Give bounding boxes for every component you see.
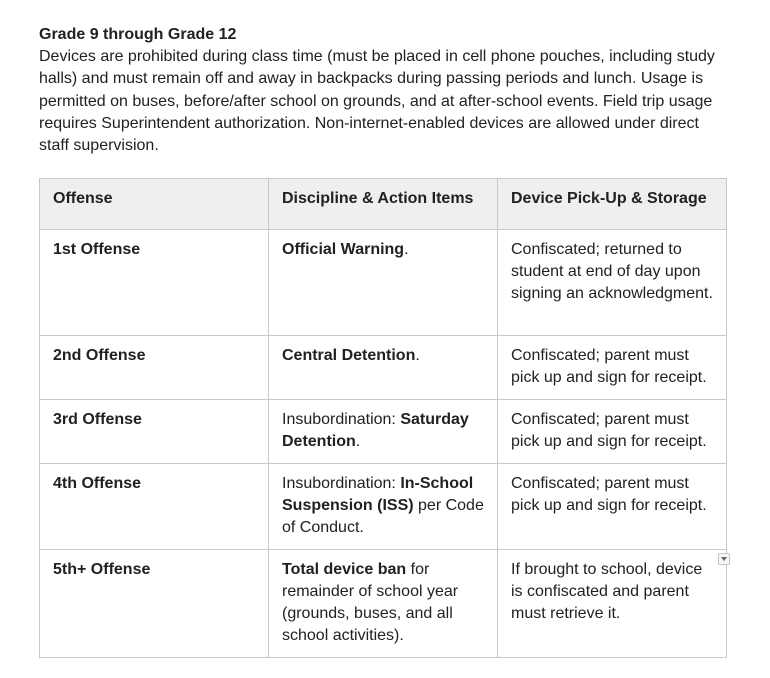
storage-cell: Confiscated; returned to student at end of day upon signing an acknowledgment. <box>498 230 727 336</box>
discipline-suffix: per Code of Conduct. <box>282 497 484 536</box>
table-row <box>40 550 727 658</box>
storage-cell <box>498 550 727 658</box>
dropdown-arrow-icon[interactable] <box>718 553 730 565</box>
discipline-suffix: . <box>404 241 409 258</box>
offense-cell: 1st Offense <box>40 230 269 336</box>
discipline-emphasis: Total device ban <box>282 561 407 578</box>
table-row <box>40 400 727 464</box>
discipline-suffix: for remainder of school year (grounds, buses, and all school activities). <box>282 561 459 644</box>
table-row <box>40 230 727 336</box>
storage-cell: Confiscated; parent must pick up and sign for receipt. <box>498 400 727 464</box>
offense-cell: 4th Offense <box>40 464 269 550</box>
discipline-suffix: . <box>415 347 420 364</box>
discipline-cell <box>269 400 498 464</box>
header-discipline: Discipline & Action Items <box>269 179 498 230</box>
discipline-prefix: Insubordination: <box>282 475 401 492</box>
storage-cell: Confiscated; parent must pick up and sign for receipt. <box>498 336 727 400</box>
document-page <box>39 24 729 644</box>
discipline-prefix: Insubordination: <box>282 411 401 428</box>
discipline-emphasis: Saturday Detention <box>282 411 469 450</box>
offense-cell: 2nd Offense <box>40 336 269 400</box>
offense-cell: 5th+ Offense <box>40 550 269 658</box>
storage-cell: Confiscated; parent must pick up and sign for receipt. <box>498 464 727 550</box>
storage-cell-content <box>511 559 714 625</box>
discipline-emphasis: In-School Suspension (ISS) <box>282 475 474 514</box>
discipline-cell <box>269 230 498 336</box>
offense-table <box>39 178 727 658</box>
discipline-emphasis: Official Warning <box>282 241 405 258</box>
discipline-emphasis: Central Detention <box>282 347 416 364</box>
policy-intro-paragraph: Devices are prohibited during class time (must be placed in cell phone pouches, including study halls) and must remain off and away in backpacks during passing periods and lunch. Usage is permitted on buses, before/after school on grounds, and at after-school events. Field trip usage requires Superintendent authorization. Non-internet-enabled devices are allowed under direct staff supervision. <box>39 48 715 155</box>
discipline-cell <box>269 550 498 658</box>
offense-cell: 3rd Offense <box>40 400 269 464</box>
discipline-cell <box>269 464 498 550</box>
discipline-cell <box>269 336 498 400</box>
discipline-suffix: . <box>355 433 361 450</box>
table-row <box>40 336 727 400</box>
table-header-row <box>40 179 727 230</box>
header-storage: Device Pick-Up & Storage <box>498 179 727 230</box>
storage-text: If brought to school, device is confiscated and parent must retrieve it. <box>511 561 703 622</box>
header-offense: Offense <box>40 179 269 230</box>
table-row <box>40 464 727 550</box>
section-heading: Grade 9 through Grade 12 <box>39 26 237 43</box>
